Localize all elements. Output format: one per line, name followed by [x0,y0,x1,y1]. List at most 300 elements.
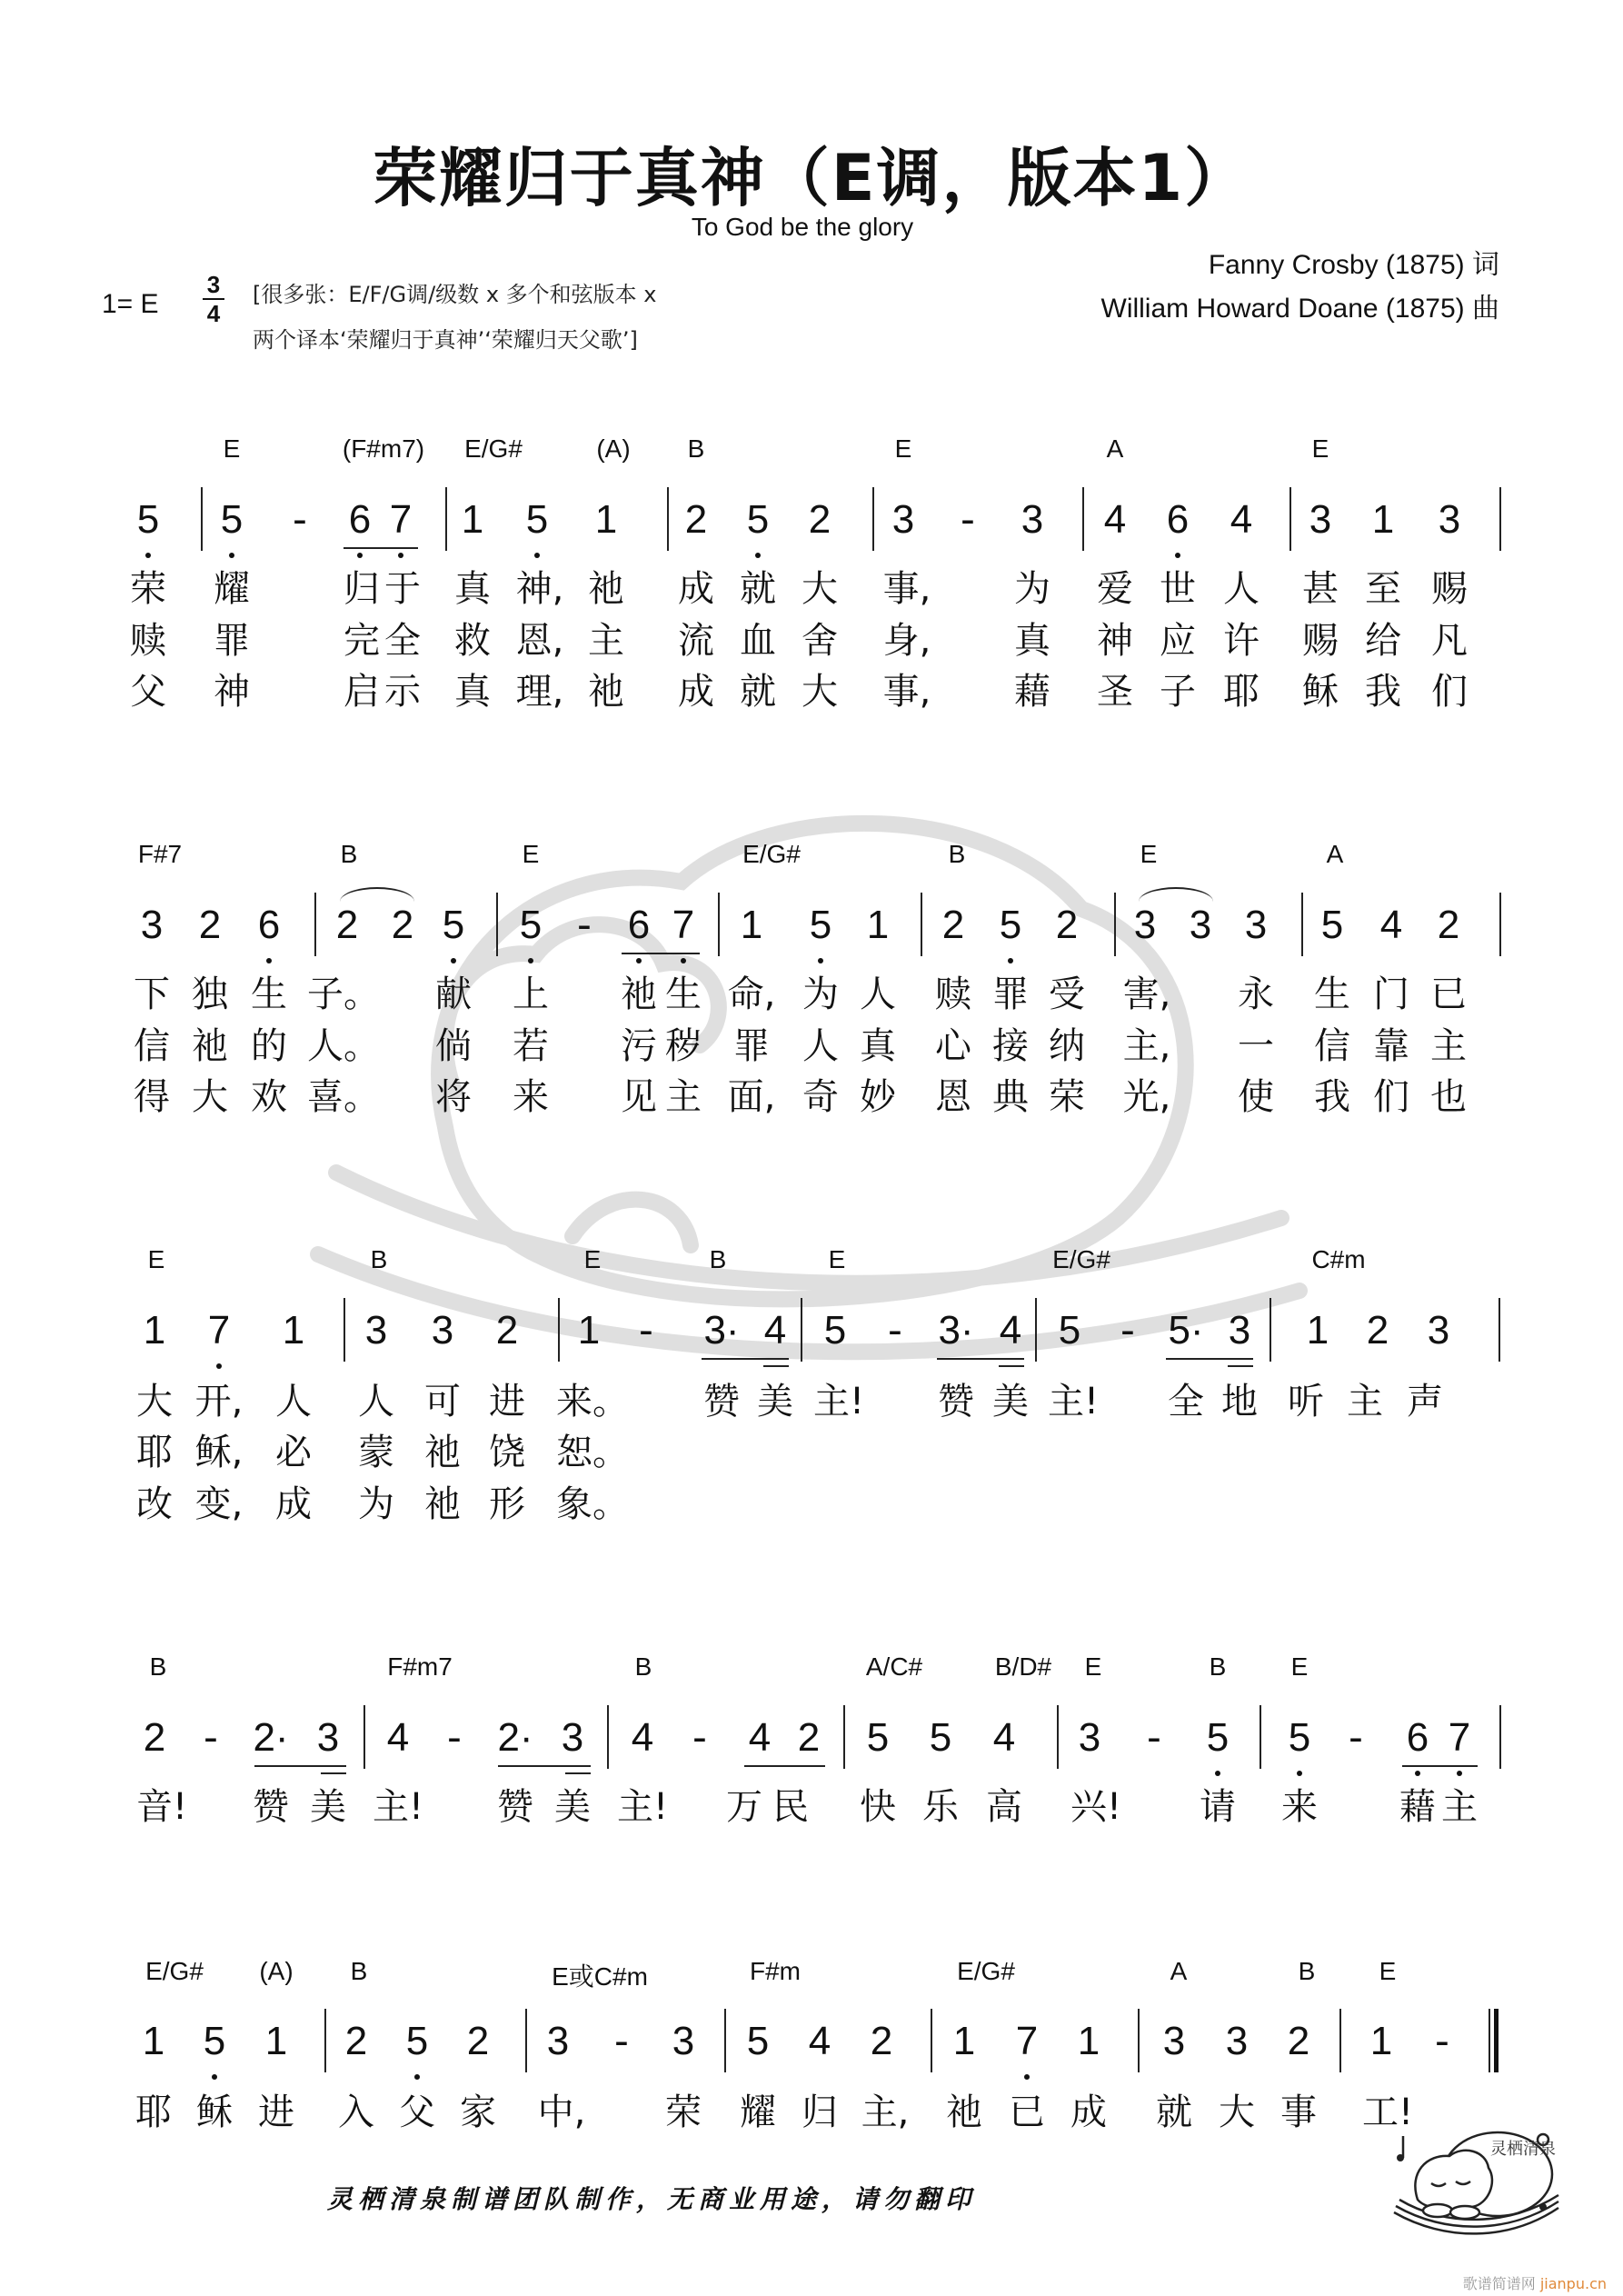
lyric-char: 靠 [1373,1025,1409,1067]
chord-symbol: F#m7 [387,1652,453,1681]
sixteenth-underline [999,1365,1024,1367]
note: 5 [220,497,244,542]
site-domain: jianpu.cn [1539,2275,1607,2292]
eighth-underline [254,1765,346,1767]
lyric-char: 主, [1122,1025,1171,1067]
lyric-char: 耶 [135,2091,172,2133]
lower-octave-dot [1415,1771,1420,1776]
lyric-char: 全 [384,620,421,662]
note: 5 [519,903,543,947]
footer-credit-text: 灵栖清泉制谱团队制作，无商业用途，请勿翻印 [327,2184,977,2214]
note: 1 [952,2019,976,2063]
bar-line [314,893,316,956]
lyric-char: 神 [1097,620,1133,662]
note: 2· [253,1715,289,1760]
chord-symbol: E [894,434,912,463]
lyric-char: 归 [344,568,380,610]
version-note-line2: 两个译本‘荣耀归于真神’‘荣耀归天父歌’] [253,327,638,353]
lyric-char: 为 [358,1483,394,1525]
lyric-char: 就 [740,671,776,713]
lyric-char: 至 [1365,568,1401,610]
lower-octave-dot [1175,553,1180,558]
note: 1 [1369,2019,1393,2063]
note: 2 [870,2019,893,2063]
lyric-char: 们 [1431,671,1468,713]
site-watermark [1463,2272,1607,2293]
lyric-char: 主 [1441,1786,1478,1828]
bar-line [525,2009,527,2072]
chord-symbol: E [147,1245,165,1273]
chord-symbol: E/G# [464,434,523,463]
note: 3· [703,1308,740,1353]
lyric-char: 赞 [938,1381,974,1423]
lyric-char: 赞 [703,1381,740,1423]
lyric-char: 典 [992,1076,1029,1118]
bar-line [801,1298,802,1362]
bar-line [724,2009,726,2072]
note: 3 [672,2019,695,2063]
time-signature-top: 3 [206,271,221,298]
lyric-char: 事, [882,671,931,713]
note: 1 [461,497,484,542]
chord-symbol: E [1311,434,1329,463]
lyric-char: 的 [251,1025,287,1067]
bar-line [667,487,669,551]
note: 3 [546,2019,570,2063]
lyric-char: 来。 [556,1381,629,1423]
lyric-char: 祂 [424,1432,461,1473]
note: 2 [143,1715,166,1760]
lyric-char: 赐 [1431,568,1468,610]
lyric-char: 我 [1365,671,1401,713]
note: 3 [1078,1715,1101,1760]
final-bar-thin [1489,2009,1490,2072]
lyric-char: 稣 [196,2091,233,2133]
lyric-char: 喜。 [307,1076,380,1118]
lyric-char: 命, [727,973,776,1015]
lyric-char: 万 [726,1786,762,1828]
song-subtitle: To God be the glory [691,213,914,241]
lyric-char: 救 [454,620,491,662]
lyric-char: 们 [1373,1076,1409,1118]
lyric-char: 流 [678,620,714,662]
bar-line [363,1705,365,1769]
chord-symbol: E/G# [742,840,801,868]
lyric-char: 真 [454,568,491,610]
sustain-dash: - [1435,2018,1449,2064]
bar-line [344,1298,345,1362]
note: 1 [1077,2019,1100,2063]
lyric-char: 事 [1280,2091,1317,2133]
lyric-char: 生 [1314,973,1350,1015]
lower-octave-dot [1024,2074,1030,2080]
lyric-char: 欢 [251,1076,287,1118]
note: 3 [1225,2019,1249,2063]
lower-octave-dot [1457,1771,1462,1776]
eighth-underline [1402,1765,1478,1767]
note: 2 [941,903,965,947]
chord-symbol: E/G# [145,1957,204,1985]
lyric-char: 大 [1219,2091,1255,2133]
lyric-char: 美 [992,1381,1029,1423]
lyric-char: 爱 [1097,568,1133,610]
note: 1 [282,1308,305,1353]
note: 6 [348,497,372,542]
lyric-char: 赞 [253,1786,289,1828]
note: 1 [594,497,618,542]
lyric-char: 赐 [1302,620,1339,662]
chord-symbol: B [350,1957,368,1985]
lyric-char: 地 [1221,1381,1258,1423]
lyric-char: 来 [1281,1786,1318,1828]
note: 6 [257,903,281,947]
note: 2 [344,2019,368,2063]
lyric-char: 真 [454,671,491,713]
note: 2 [391,903,414,947]
lyric-char: 快 [860,1786,896,1828]
note: 5 [809,903,832,947]
lyric-char: 身, [882,620,931,662]
lyric-char: 耀 [740,2091,776,2133]
note: 5 [929,1715,952,1760]
bar-line [931,2009,932,2072]
note: 5 [203,2019,226,2063]
site-name: 歌谱简谱网 [1462,2275,1536,2292]
lyric-char: 美 [310,1786,346,1828]
lyric-char: 人 [802,1025,839,1067]
lyric-char: 祂 [424,1483,461,1525]
note: 3 [1228,1308,1251,1353]
time-signature [203,273,224,325]
lower-octave-dot [636,958,642,963]
lyric-char: 中, [537,2091,586,2133]
lyric-char: 为 [802,973,839,1015]
bar-line [1339,2009,1341,2072]
lyric-char: 罪 [733,1025,770,1067]
lower-octave-dot [266,958,272,963]
bar-line [872,487,874,551]
note: 1 [1306,1308,1329,1353]
chord-symbol: F#7 [137,840,183,868]
note: 7 [389,497,413,542]
note: 4 [1379,903,1403,947]
lyric-char: 已 [1009,2091,1045,2133]
chord-symbol: (F#m7) [342,434,425,463]
lyric-char: 入 [338,2091,374,2133]
bar-line [843,1705,845,1769]
lyric-char: 父 [399,2091,435,2133]
lyric-char: 饶 [489,1432,525,1473]
chord-symbol: B [1298,1957,1316,1985]
note: 2 [1055,903,1079,947]
note: 3 [1162,2019,1186,2063]
lyric-char: 祂 [588,568,624,610]
chord-symbol: E [1290,1652,1309,1681]
lower-octave-dot [818,958,823,963]
lower-octave-dot [451,958,456,963]
note: 3 [316,1715,340,1760]
lyric-char: 耶 [136,1432,173,1473]
bar-line [1082,487,1084,551]
note: 5 [442,903,465,947]
lyric-char: 赞 [497,1786,533,1828]
lyric-char: 高 [986,1786,1022,1828]
lyric-char: 赎 [130,620,166,662]
lyric-char: 改 [136,1483,173,1525]
lyric-char: 人 [860,973,896,1015]
eighth-underline [622,953,700,954]
lyric-char: 给 [1365,620,1401,662]
lyric-char: 成 [275,1483,312,1525]
version-note-line1: [很多张：E/F/G调/级数 x 多个和弦版本 x [253,282,657,307]
note: 2 [1437,903,1460,947]
bar-line [1289,487,1291,551]
lyric-char: 人 [1223,568,1260,610]
bar-line [1260,1705,1261,1769]
lyric-char: 家 [460,2091,496,2133]
bar-line [445,487,447,551]
note: 5 [746,2019,770,2063]
lyric-char: 耶 [1223,671,1260,713]
lyric-char: 大 [802,671,838,713]
lyric-char: 事, [882,568,931,610]
note: 3 [1021,497,1044,542]
lyric-char: 门 [1373,973,1409,1015]
lyric-char: 真 [860,1025,896,1067]
note: 3 [1438,497,1461,542]
bar-line [1499,1298,1500,1362]
lyric-char: 启 [344,671,380,713]
lower-octave-dot [1008,958,1013,963]
lyric-char: 人 [275,1381,312,1423]
sustain-dash: - [293,496,307,543]
eighth-underline [702,1358,789,1360]
chord-symbol: E [583,1245,602,1273]
lower-octave-dot [357,553,363,558]
chord-symbol: E [828,1245,846,1273]
note: 5 [405,2019,429,2063]
note: 5 [999,903,1022,947]
lyric-char: 主! [812,1381,865,1423]
note: 5 [525,497,549,542]
lyric-char: 象。 [556,1483,629,1525]
lower-octave-dot [216,1363,222,1369]
lyric-char: 人。 [307,1025,380,1067]
sustain-dash: - [1147,1714,1161,1761]
lyric-char: 倘 [435,1025,472,1067]
lyric-char: 舍 [802,620,838,662]
eighth-underline [937,1358,1024,1360]
chord-symbol: E/G# [957,1957,1015,1985]
lyric-char: 害, [1122,973,1171,1015]
note: 3 [140,903,164,947]
bar-line [1114,893,1116,956]
lyric-char: 进 [258,2091,294,2133]
sustain-dash: - [577,902,592,948]
lyric-char: 面, [727,1076,776,1118]
chord-symbol: E [223,434,241,463]
lower-octave-dot [534,553,540,558]
bar-line [1499,893,1501,956]
lower-octave-dot [1215,1771,1220,1776]
lyric-char: 生 [665,973,702,1015]
lyric-char: 成 [1070,2091,1107,2133]
note: 3 [1427,1308,1450,1353]
bar-line [607,1705,609,1769]
note: 4 [808,2019,831,2063]
eighth-underline [344,547,418,549]
note: 1 [264,2019,288,2063]
lyric-char: 父 [130,671,166,713]
note: 5 [1288,1715,1311,1760]
lyric-char: 恕。 [556,1432,629,1473]
chord-symbol: B [687,434,705,463]
sixteenth-underline [763,1365,789,1367]
sustain-dash: - [614,2018,629,2064]
lyric-char: 稣, [194,1432,244,1473]
lyric-char: 子 [1160,671,1196,713]
note: 5 [866,1715,890,1760]
lyric-char: 主 [1347,1381,1383,1423]
note: 4 [748,1715,772,1760]
note: 4 [763,1308,787,1353]
note: 5 [1058,1308,1081,1353]
note: 5 [1320,903,1344,947]
note: 5 [1206,1715,1230,1760]
note: 4 [631,1715,654,1760]
bar-line [718,893,720,956]
lyric-char: 纳 [1049,1025,1085,1067]
chord-symbol: E或C#m [552,1962,648,1991]
lyric-char: 听 [1288,1381,1324,1423]
sustain-dash: - [639,1307,653,1353]
lyric-char: 音! [135,1786,188,1828]
logo-text: 灵栖清泉 [1490,2140,1556,2159]
lyric-char: 工! [1361,2091,1414,2133]
note: 3· [938,1308,974,1353]
lyric-char: 恩 [935,1076,971,1118]
lyric-char: 祂 [946,2091,982,2133]
note: 2 [495,1308,519,1353]
note: 4 [1230,497,1253,542]
note: 2 [808,497,831,542]
lyric-char: 成 [678,671,714,713]
lyric-char: 生 [251,973,287,1015]
chord-symbol: (A) [596,434,631,463]
lyric-char: 兴! [1070,1786,1122,1828]
note: 1 [1371,497,1395,542]
lower-octave-dot [681,958,686,963]
lyric-char: 主! [1047,1381,1100,1423]
note: 3 [561,1715,584,1760]
lyric-char: 开, [194,1381,244,1423]
sustain-dash: - [888,1307,902,1353]
lyric-char: 我 [1314,1076,1350,1118]
note: 5· [1168,1308,1204,1353]
bar-line [1499,1705,1501,1769]
note: 5 [136,497,160,542]
song-title: 荣耀归于真神（E调，版本1） [373,141,1250,215]
lyric-char: 也 [1430,1076,1467,1118]
lyric-char: 耀 [214,568,250,610]
sixteenth-underline [565,1772,591,1774]
lyric-char: 圣 [1097,671,1133,713]
note: 1 [577,1308,601,1353]
lyric-char: 于 [384,568,421,610]
lyric-char: 将 [435,1076,472,1118]
key-signature: 1= E [102,289,159,319]
lower-octave-dot [528,958,533,963]
note: 2 [1366,1308,1389,1353]
time-signature-bottom: 4 [206,300,221,327]
lower-octave-dot [212,2074,217,2080]
lyric-char: 完 [344,620,380,662]
lower-octave-dot [145,553,151,558]
lyric-char: 大 [192,1076,228,1118]
lyric-char: 罪 [992,973,1029,1015]
lyric-char: 应 [1160,620,1196,662]
lyricist-credit: Fanny Crosby (1875) 词 [1208,250,1499,280]
lyric-char: 血 [740,620,776,662]
note: 7 [1448,1715,1471,1760]
lower-octave-dot [398,553,403,558]
lyric-char: 理, [515,671,564,713]
note: 6 [1166,497,1190,542]
lyric-char: 大 [802,568,838,610]
note: 4 [386,1715,410,1760]
lyric-char: 见 [621,1076,657,1118]
chord-symbol: B [340,840,358,868]
lyric-char: 人 [358,1381,394,1423]
lyric-char: 一 [1238,1025,1274,1067]
lyric-char: 主! [372,1786,424,1828]
note: 3 [1309,497,1332,542]
lyric-char: 主 [1430,1025,1467,1067]
chord-symbol: B [1209,1652,1227,1681]
lyric-char: 独 [192,973,228,1015]
lyric-char: 下 [134,973,170,1015]
lyric-char: 稣 [1302,671,1339,713]
bar-line [921,893,922,956]
sustain-dash: - [447,1714,462,1761]
lyric-char: 神, [515,568,564,610]
sustain-dash: - [1120,1307,1135,1353]
sustain-dash: - [692,1714,707,1761]
note: 3 [1244,903,1268,947]
lyric-char: 美 [554,1786,591,1828]
lyric-char: 赎 [935,973,971,1015]
lyric-char: 就 [1156,2091,1192,2133]
lyric-char: 世 [1160,568,1196,610]
lyric-char: 蒙 [358,1432,394,1473]
note: 2 [466,2019,490,2063]
lyric-char: 得 [134,1076,170,1118]
note: 7 [207,1308,231,1353]
lyric-char: 信 [1314,1025,1350,1067]
lyric-char: 乐 [922,1786,959,1828]
note: 6 [1406,1715,1429,1760]
lyric-char: 藉 [1399,1786,1436,1828]
lyric-char: 子。 [307,973,380,1015]
bar-line [324,2009,326,2072]
chord-symbol: (A) [259,1957,294,1985]
lyric-char: 光, [1122,1076,1171,1118]
sustain-dash: - [1349,1714,1363,1761]
sixteenth-underline [1228,1365,1253,1367]
lyric-char: 必 [275,1432,312,1473]
note: 3 [891,497,915,542]
note: 4 [1103,497,1127,542]
